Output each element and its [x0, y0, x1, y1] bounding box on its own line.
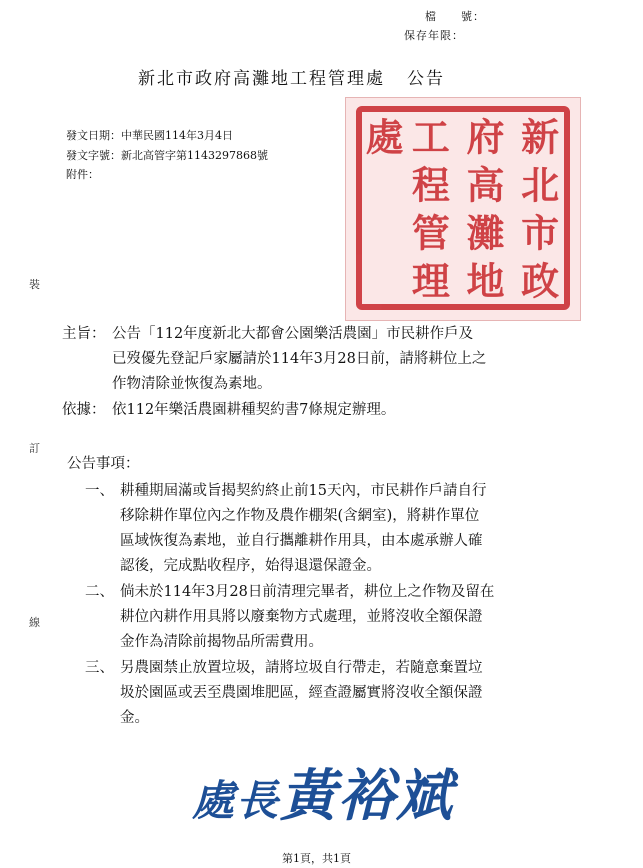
seal-character: 政 [514, 261, 560, 299]
signature-name: 黃裕斌 [280, 763, 455, 829]
seal-character: 府 [460, 117, 506, 155]
binding-mark-bottom: 線 [29, 616, 40, 629]
notice-item-number: 一、 [85, 483, 114, 499]
basis-text: 依112年樂活農園耕種契約書7條規定辦理。 [112, 402, 396, 418]
subject-line: 已歿優先登記戶家屬請於114年3月28日前，請將耕位上之 [112, 351, 487, 367]
issue-date: 發文日期：中華民國114年3月4日 [66, 129, 233, 142]
seal-characters [356, 106, 570, 310]
basis-label: 依據： [62, 402, 106, 418]
agency-name: 新北市政府高灘地工程管理處 [138, 69, 385, 89]
notice-item-line: 圾於園區或丟至農園堆肥區，經查證屬實將沒收全額保證 [120, 685, 483, 701]
attachment-label: 附件： [66, 168, 99, 181]
seal-character: 工 [405, 117, 451, 155]
notice-item-3 [85, 656, 615, 731]
seal-character: 北 [514, 165, 560, 203]
seal-character: 管 [405, 213, 451, 251]
notice-item-line: 區域恢復為素地，並自行攜離耕作用具，由本處承辦人確 [120, 533, 483, 549]
document-type: 公告 [407, 69, 445, 89]
signature-title: 處長 [192, 776, 281, 825]
seal-character: 理 [405, 261, 451, 299]
seal-character: 處 [359, 117, 404, 155]
file-number-label: 檔 號： [425, 10, 485, 23]
notice-item-line: 另農園禁止放置垃圾，請將垃圾自行帶走，若隨意棄置垃 [120, 660, 483, 676]
page-number: 第1頁，共1頁 [282, 852, 351, 865]
notice-item-line: 倘未於114年3月28日前清理完畢者，耕位上之作物及留在 [120, 584, 495, 600]
notice-item-line: 耕種期屆滿或旨揭契約終止前15天內，市民耕作戶請自行 [120, 483, 487, 499]
notice-item-1 [85, 479, 615, 579]
seal-character: 新 [514, 117, 560, 155]
seal-character: 市 [514, 213, 560, 251]
subject-line: 作物清除並恢復為素地。 [112, 376, 272, 392]
director-signature [192, 752, 454, 832]
binding-mark-top: 裝 [29, 278, 40, 291]
subject-line: 公告「112年度新北大都會公園樂活農園」市民耕作戶及 [112, 326, 474, 342]
notice-heading: 公告事項： [67, 456, 140, 472]
notice-item-line: 金。 [120, 710, 149, 726]
official-seal [345, 97, 581, 321]
seal-character: 灘 [460, 213, 506, 251]
seal-character: 地 [460, 261, 506, 299]
retention-period-label: 保存年限： [404, 29, 464, 42]
notice-item-line: 耕位內耕作用具將以廢棄物方式處理，並將沒收全額保證 [120, 609, 483, 625]
document-number: 發文字號：新北高管字第1143297868號 [66, 149, 268, 162]
notice-item-number: 三、 [85, 660, 114, 676]
notice-item-number: 二、 [85, 584, 114, 600]
notice-item-line: 認後，完成點收程序，始得退還保證金。 [120, 558, 381, 574]
notice-item-line: 移除耕作單位內之作物及農作棚架(含網室)，將耕作單位 [120, 508, 480, 524]
seal-character: 程 [405, 165, 451, 203]
notice-item-2 [85, 580, 615, 655]
notice-item-line: 金作為清除前揭物品所需費用。 [120, 634, 323, 650]
subject-text [112, 322, 622, 397]
page-title [138, 64, 445, 89]
seal-character: 高 [460, 165, 506, 203]
subject-label: 主旨： [62, 326, 106, 342]
binding-mark-middle: 訂 [29, 442, 40, 455]
